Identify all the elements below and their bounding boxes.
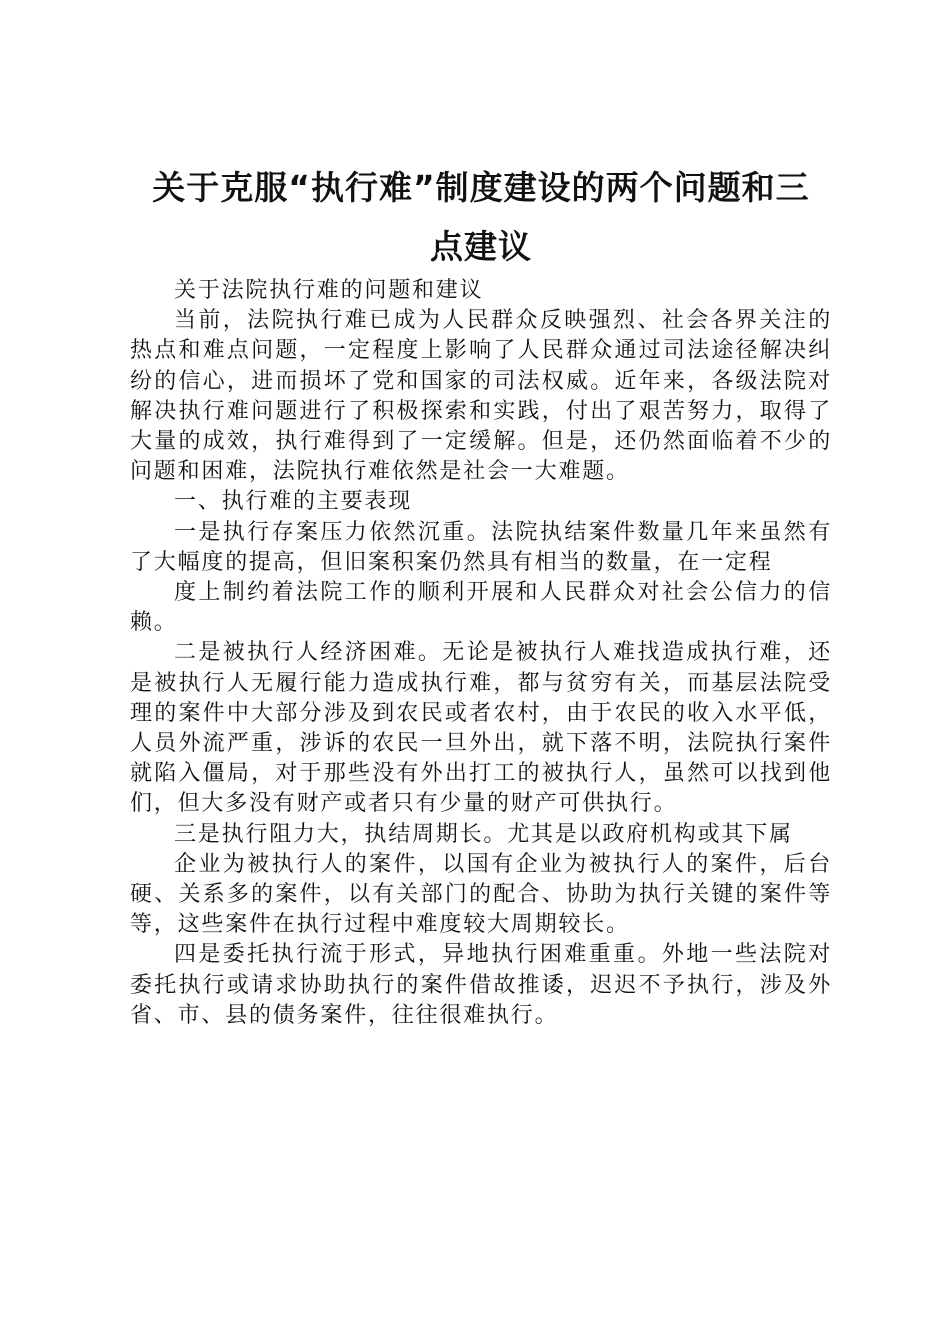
body-paragraph: 四是委托执行流于形式，异地执行困难重重。外地一些法院对委托执行或请求协助执行的案件借故推诿，迟迟不予执行，涉及外省、市、县的债务案件，往往很难执行。 xyxy=(130,942,832,1028)
body-paragraph: 二是被执行人经济困难。无论是被执行人难找造成执行难，还是被执行人无履行能力造成执行难，都与贫穷有关，而基层法院受理的案件中大部分涉及到农民或者农村，由于农民的收入水平低，人员外流严重，涉诉的农民一旦外出，就下落不明，法院执行案件就陷入僵局，对于那些没有外出打工的被执行人，虽然可以找到他们，但大多没有财产或者只有少量的财产可供执行。 xyxy=(130,640,832,817)
body-paragraph: 三是执行阻力大，执结周期长。尤其是以政府机构或其下属 xyxy=(174,821,793,847)
body-paragraph: 度上制约着法院工作的顺利开展和人民群众对社会公信力的信赖。 xyxy=(130,580,832,636)
body-paragraph: 一是执行存案压力依然沉重。法院执结案件数量几年来虽然有了大幅度的提高，但旧案积案仍然具有相当的数量，在一定程 xyxy=(130,519,832,575)
document-page xyxy=(130,158,832,1031)
document-body xyxy=(130,276,832,1031)
document-title-line-2: 点建议 xyxy=(430,227,532,266)
body-paragraph: 当前，法院执行难已成为人民群众反映强烈、社会各界关注的热点和难点问题，一定程度上影响了人民群众通过司法途径解决纠纷的信心，进而损坏了党和国家的司法权威。近年来，各级法院对解决执行难问题进行了积极探索和实践，付出了艰苦努力，取得了大量的成效，执行难得到了一定缓解。但是，还仍然面临着不少的问题和困难，法院执行难依然是社会一大难题。 xyxy=(130,308,832,485)
document-title xyxy=(130,158,832,276)
body-paragraph: 企业为被执行人的案件，以国有企业为被执行人的案件，后台硬、关系多的案件，以有关部门的配合、协助为执行关键的案件等等，这些案件在执行过程中难度较大周期较长。 xyxy=(130,851,832,938)
section-heading: 关于法院执行难的问题和建议 xyxy=(174,278,484,303)
section-heading: 一、执行难的主要表现 xyxy=(174,489,413,515)
document-title-line-1: 关于克服“执行难”制度建设的两个问题和三 xyxy=(152,168,810,207)
